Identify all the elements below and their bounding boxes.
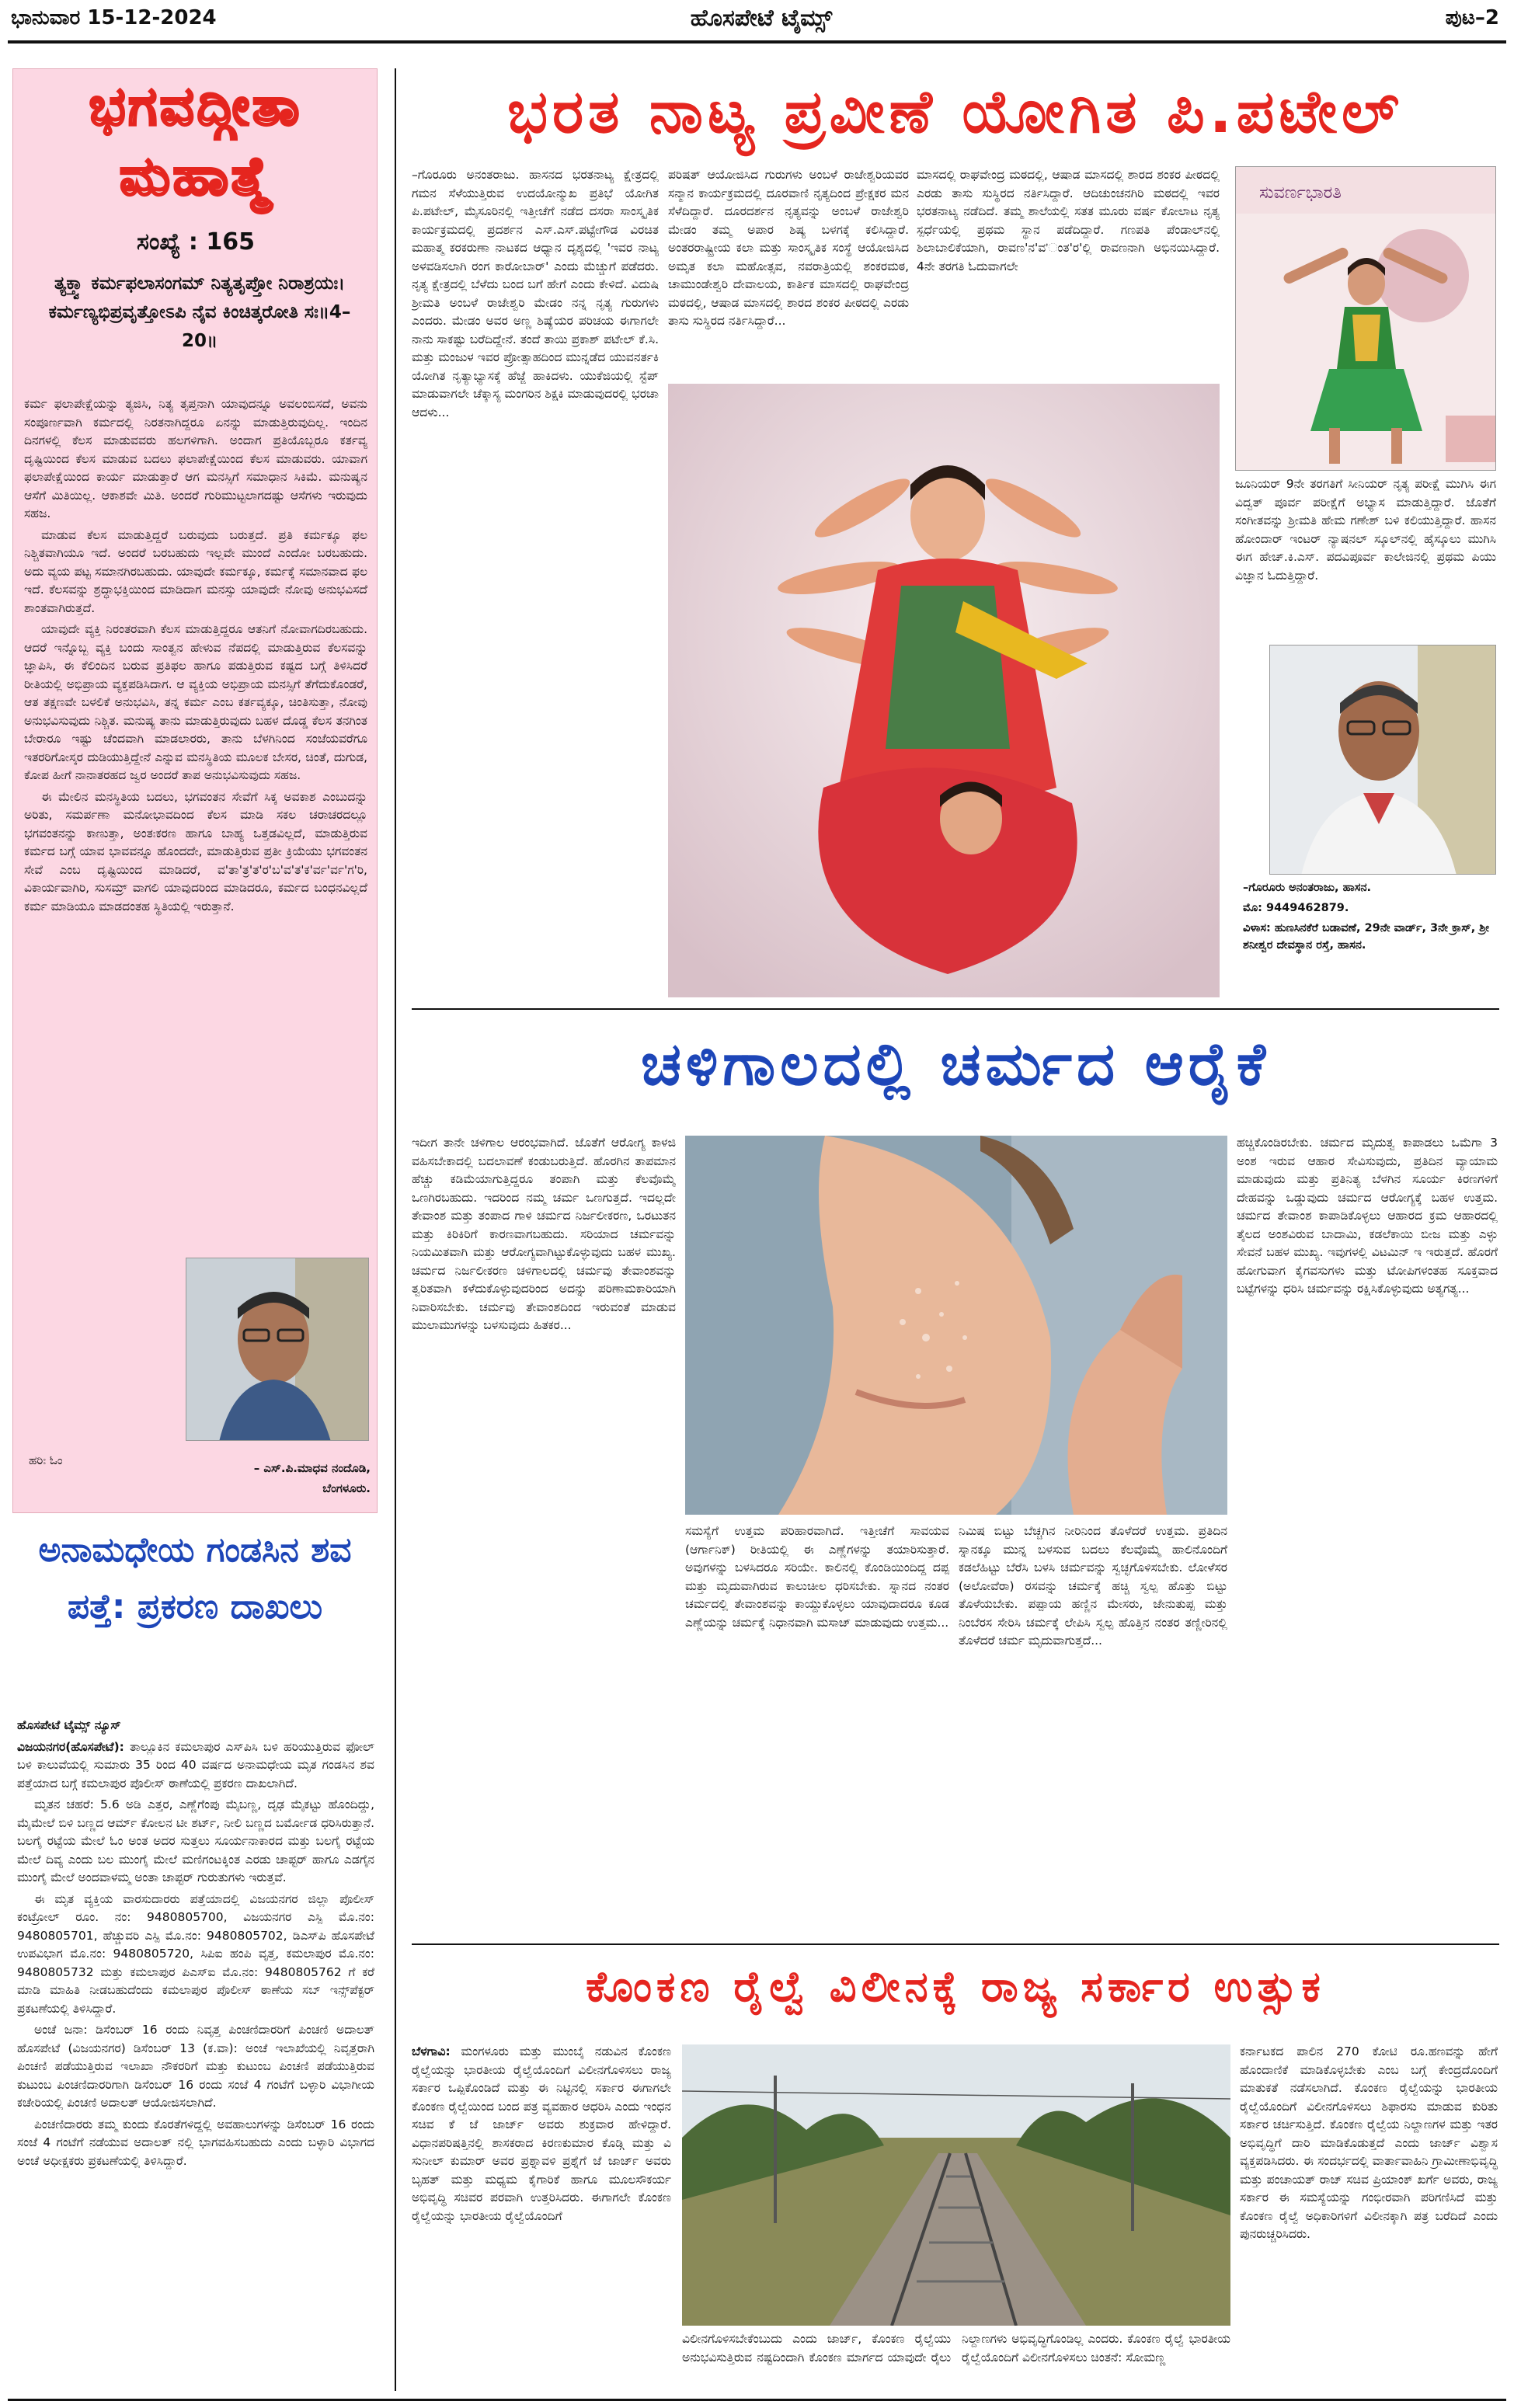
page-number: ಪುಟ–2 bbox=[1445, 6, 1499, 30]
crime-body bbox=[17, 1717, 374, 2392]
crime-dateline bbox=[17, 1717, 374, 1735]
gita-author: – ಎಸ್.ಪಿ.ಮಾಧವ ನಂದೊಡಿ, bbox=[253, 1461, 371, 1475]
author-photo bbox=[186, 1258, 369, 1441]
skin-headline: ಚಳಿಗಾಲದಲ್ಲಿ ಚರ್ಮದ ಆರೈಕೆ bbox=[640, 1029, 1271, 1098]
gita-box bbox=[12, 68, 378, 1513]
rail-photo bbox=[682, 2044, 1230, 2326]
rail-paragraph bbox=[412, 2043, 671, 2225]
gita-title-1: ಭಗವದ್ಗೀತಾ bbox=[89, 76, 303, 137]
author-portrait bbox=[1269, 645, 1496, 875]
rail-headline: ಕೊಂಕಣ ರೈಲ್ವೆ ವಿಲೀನಕ್ಕೆ ರಾಜ್ಯ ಸರ್ಕಾರ ಉತ್ಸುಕ bbox=[586, 1962, 1325, 2011]
section-rule bbox=[412, 1943, 1499, 1945]
section-rule bbox=[412, 1008, 1499, 1010]
gita-paragraph: ಈ ಮೇಲಿನ ಮನಸ್ಥಿತಿಯ ಬದಲು, ಭಗವಂತನ ಸೇವೆಗೆ ಸಿಕ್ಕ ಅವಕಾಶ ಎಂಬುದನ್ನು ಅರಿತು, ಸಮರ್ಪಣಾ ಮನೋಭಾವದಿಂದ ಕೆಲಸ ಮಾಡಿ ಸಕಲ ಚರಾಚರದಲ್ಲೂ ಭಗವಂತನನ್ನು ಕಾಣುತ್ತಾ, ಅಂತಃಕರಣ ಹಾಗೂ ಬಾಹ್ಯ ಒತ್ತಡವಿಲ್ಲದೆ, ಮಾಡುತ್ತಿರುವ ಕರ್ಮದ ಬಗ್ಗೆ ಯಾವ ಭಾವವನ್ನೂ ಹೊಂದದೇ, ಮಾಡುತ್ತಿರುವ ಪ್ರತೀ ಕ್ರಿಯೆಯು ಭಗವಂತನ ಸೇವೆ ಎಂಬ ದೃಷ್ಟಿಯಿಂದ ಮಾಡಿದರೆ, ವ'ತಾ'ತ್ರ'ತ'ರ'ಬ'ವ'ತ'ಕ'ರ್ವ'ರ್ವ'ಗ'ರಿ, ವಿಕಾರ್ಯವಾಗಿರಿ, ಸುಸಮ್ರ್ ವಾಗಲಿ ಯಾವುದರಿಂದ ಮಾಡಿದರೂ, ಕರ್ಮದ ಬಂಧನವಿಲ್ಲದೆ ಕರ್ಮ ಮಾಡಿಯೂ ಮಾಡದಂತಹ ಸ್ಥಿತಿಯಲ್ಲಿ ಇರುತ್ತಾನೆ. bbox=[24, 789, 367, 913]
gita-paragraph: ಯಾವುದೇ ವ್ಯಕ್ತಿ ನಿರಂತರವಾಗಿ ಕೆಲಸ ಮಾಡುತ್ತಿದ್ದರೂ ಆತನಿಗೆ ನೋವಾಗದಿರಬಹುದು. ಆದರೆ ಇನ್ನೊಬ್ಬ ವ್ಯಕ್ತಿ ಬಂದು ಸಾಂತ್ವನ ಹೇಳುವ ನೆಪದಲ್ಲಿ ಮಾಡುತ್ತಿರುವ ಕೆಲಸವನ್ನು ಜ್ಞಾಪಿಸಿ, ಈ ಕೆಲಿಂದಿನ ಬರುವ ಪ್ರತಿಫಲ ಹಾಗೂ ಪಡುತ್ತಿರುವ ಕಷ್ಟದ ಬಗ್ಗೆ ತಿಳಿಸಿದರೆ ರೀತಿಯಲ್ಲಿ ಅಭಿಪ್ರಾಯ ವ್ಯಕ್ತಪಡಿಸಿದಾಗ. ಆ ವ್ಯಕ್ತಿಯ ಅಭಿಪ್ರಾಯ ಮನಸ್ಸಿಗೆ ತೆಗೆದುಕೊಂಡರೆ, ಆತ ತಕ್ಷಣವೇ ಬಳಲಿಕೆ ಅನುಭವಿಸಿ, ತನ್ನ ಕರ್ಮ ಎಂಬ ಕರ್ತವ್ಯಕ್ಕೂ, ಚಿಂತಿಸುತ್ತಾ, ನೋವು ಅನುಭವಿಸುವುದು ನಿಶ್ಚಿತ. ಮನುಷ್ಯ ತಾನು ಮಾಡುತ್ತಿರುವುದು ಬಹಳ ದೊಡ್ಡ ಕೆಲಸ ತನಗಿಂತ ಬೇರಾರೂ ಇಷ್ಟು ಚೆಂದವಾಗಿ ಮಾಡಲಾರರು, ತಾನು ಬೆಳಗಿನಿಂದ ಸಂಜೆಯವರೆಗೂ ಇತರರಿಗೋಸ್ಕರ ದುಡಿಯುತ್ತಿದ್ದೇನೆ ಎನ್ನುವ ಮನಸ್ಥಿತಿಯ ಮೂಲಕ ಬೇಸರ, ಚಿಂತೆ, ದುಗುಡ, ಕೋಪ ಹೀಗೆ ನಾನಾತರಹದ ಜ್ವರ ಅಂದರೆ ತಾಪ ಅನುಭವಿಸುವುದು ಸಹಜ. bbox=[24, 622, 367, 782]
crime-paragraph: ಅಂಚೆ ಜನಾ: ಡಿಸೆಂಬರ್ 16 ರಂದು ನಿವೃತ್ತ ಪಿಂಚಣಿದಾರರಿಗೆ ಪಿಂಚಣಿ ಅದಾಲತ್ ಹೊಸಪೇಟೆ (ವಿಜಯನಗರ) ಡಿಸೆಂಬರ್ 13 (ಕ.ವಾ): ಅಂಚೆ ಇಲಾಖೆಯಲ್ಲಿ ನಿವೃತ್ತರಾಗಿ ಪಿಂಚಣಿ ಪಡೆಯುತ್ತಿರುವ ಇಲಾಖಾ ನೌಕರರಿಗೆ ಮತ್ತು ಕುಟುಂಬ ಪಿಂಚಣಿ ಪಡೆಯುತ್ತಿರುವ ಕುಟುಂಬ ಪಿಂಚಣಿದಾರರಿಗಾಗಿ ಡಿಸೆಂಬರ್ 16 ರಂದು ಸಂಜೆ 4 ಗಂಟೆಗೆ ಬಳ್ಳಾರಿ ವಿಭಾಗೀಯ ಕಚೇರಿಯಲ್ಲಿ ಪಿಂಚಣಿ ಅದಾಲತ್ ಆಯೋಜಿಸಲಾಗಿದೆ. bbox=[17, 2023, 374, 2110]
rail-text: ಮಂಗಳೂರು ಮತ್ತು ಮುಂಬೈ ನಡುವಿನ ಕೊಂಕಣ ರೈಲ್ವೆಯನ್ನು ಭಾರತೀಯ ರೈಲ್ವೆಯೊಂದಿಗೆ ವಿಲೀನಗೊಳಿಸಲು ರಾಜ್ಯ ಸರ್ಕಾರ ಒಪ್ಪಿಕೊಂಡಿದೆ ಮತ್ತು ಈ ನಿಟ್ಟಿನಲ್ಲಿ ಸರ್ಕಾರ ಈಗಾಗಲೇ ಕೊಂಕಣ ರೈಲ್ವೆಯಿಂದ ಬಂದ ಪತ್ರ ವ್ಯವಹಾರ ಆಧರಿಸಿ ಎಂದು ಇಂಧನ ಸಚಿವ ಕೆ ಜೆ ಜಾರ್ಜ್ ಅವರು ಶುಕ್ರವಾರ ಹೇಳಿದ್ದಾರೆ. ವಿಧಾನಪರಿಷತ್ತಿನಲ್ಲಿ ಶಾಸಕರಾದ ಕಿರಣಕುಮಾರ ಕೊಡ್ಗಿ ಮತ್ತು ವಿ ಸುನೀಲ್ ಕುಮಾರ್ ಅವರ ಪ್ರಶ್ನಾವಳಿ ಪ್ರಶ್ನೆಗೆ ಜೆ ಜಾರ್ಜ್ ಅವರು ಬೃಹತ್ ಮತ್ತು ಮಧ್ಯಮ ಕೈಗಾರಿಕೆ ಹಾಗೂ ಮೂಲಸೌಕರ್ಯ ಅಭಿವೃದ್ಧಿ ಸಚಿವರ ಪರವಾಗಿ ಉತ್ತರಿಸಿದರು. ಈಗಾಗಲೇ ಕೊಂಕಣ ರೈಲ್ವೆಯನ್ನು ಭಾರತೀಯ ರೈಲ್ವೆಯೊಂದಿಗೆ bbox=[412, 2044, 671, 2223]
issue-date: ಭಾನುವಾರ 15-12-2024 bbox=[11, 6, 217, 30]
crime-title-text: ಅನಾಮಧೇಯ ಗಂಡಸಿನ ಶವ ಪತ್ತೆ: ಪ್ರಕರಣ ದಾಖಲು bbox=[38, 1530, 352, 1627]
gita-author-place: ಬೆಂಗಳೂರು. bbox=[322, 1481, 371, 1495]
dance-author-phone: ಮೊ: 9449462879. bbox=[1243, 902, 1349, 914]
dance-headline: ಭರತ ನಾಟ್ಯ ಪ್ರವೀಣೆ ಯೋಗಿತ ಪಿ.ಪಟೇಲ್ bbox=[507, 77, 1404, 146]
crime-place: ವಿಜಯನಗರ(ಹೊಸಪೇಟೆ): bbox=[17, 1739, 124, 1754]
dance-photo-banner: ಸುವರ್ಣಭಾರತಿ bbox=[1259, 183, 1342, 203]
gita-verse-number: ಸಂಖ್ಯೆ : 165 bbox=[137, 228, 255, 256]
masthead: ಹೊಸಪೇಟೆ ಟೈಮ್ಸ್ bbox=[690, 5, 833, 32]
crime-title bbox=[12, 1519, 378, 1713]
crime-source: ಹೊಸಪೇಟೆ ಟೈಮ್ಸ್ ನ್ಯೂಸ್ bbox=[17, 1718, 121, 1732]
gita-paragraph: ಮಾಡುವ ಕೆಲಸ ಮಾಡುತ್ತಿದ್ದರೆ ಬರುವುದು ಬರುತ್ತದೆ. ಪ್ರತಿ ಕರ್ಮಕ್ಕೂ ಫಲ ನಿಶ್ಚಿತವಾಗಿಯೂ ಇದೆ. ಅಂದರೆ ಬರಬಹುದು ಇಲ್ಲವೇ ಮುಂದೆ ಎಂದೋ ಬರಬಹುದು. ಅದು ವ್ಯಯ ಪಟ್ಟ ಸಮಾನಗಿರಬಹುದು. ಯಾವುದೇ ಕರ್ಮಕ್ಕೂ, ಕರ್ಮಕ್ಕೆ ಸಮಾನವಾದ ಫಲ ಇದೆ. ಕೆಲಸವನ್ನು ಶ್ರದ್ಧಾಭಕ್ತಿಯಿಂದ ಮಾಡಿದಾಗ ಮನಸ್ಸು ಯಾವುದೇ ನೋವು ಅನುಭವಿಸದೆ ಶಾಂತವಾಗಿರುತ್ತದೆ. bbox=[24, 527, 367, 615]
rail-place: ಬೆಳಗಾವಿ: bbox=[412, 2044, 451, 2058]
skin-photo bbox=[685, 1136, 1227, 1515]
dance-column-3: ಮಾಸದಲ್ಲಿ ರಾಘವೇಂದ್ರ ಮಠದಲ್ಲಿ, ಆಷಾಡ ಮಾಸದಲ್ಲಿ ಶಾರದ ಶಂಕರ ಪೀಠದಲ್ಲಿ ಎರಡು ತಾಸು ಸುಸ್ಥಿರದ ನರ್ತಿಸಿದ್ದಾರೆ. ಆದಿಚುಂಚನಗಿರಿ ಮಠದಲ್ಲಿ ಇವರ ಭರತನಾಟ್ಯ ನಡೆದಿದೆ. ತಮ್ಮ ಶಾಲೆಯಲ್ಲಿ ಸತತ ಮೂರು ವರ್ಷ ಕೋಲಾಟ ನೃತ್ಯ ಸ್ಪರ್ಧೆಯಲ್ಲಿ ಪ್ರಥಮ ಸ್ಥಾನ ಪಡೆದಿದ್ದಾರೆ. ಗಣಪತಿ ಪೆಂಡಾಲ್‌ನಲ್ಲಿ ಶಿಲಾಬಾಲಿಕೆಯಾಗಿ, ರಾವಣ'ನ'ವ'ಂತ'ರ'ಲ್ಲಿ ರಾವಣನಾಗಿ ಅಭಿನಯಿಸಿದ್ದಾರೆ. 4ನೇ ತರಗತಿ ಓದುವಾಗಲೇ bbox=[917, 168, 1220, 273]
gita-body bbox=[24, 395, 367, 1328]
skin-column-4: ಹಚ್ಚಿಕೊಂಡಿರಬೇಕು. ಚರ್ಮದ ಮೃದುತ್ವ ಕಾಪಾಡಲು ಒಮೆಗಾ 3 ಅಂಶ ಇರುವ ಆಹಾರ ಸೇವಿಸುವುದು, ಪ್ರತಿದಿನ ವ್ಯಾಯಾಮ ಮಾಡುವುದು ಮತ್ತು ಪ್ರತಿನಿತ್ಯ ಬೆಳಗಿನ ಸೂರ್ಯ ಕಿರಣಗಳಿಗೆ ದೇಹವನ್ನು ಒಡ್ಡುವುದು ಚರ್ಮದ ಆರೋಗ್ಯಕ್ಕೆ ಬಹಳ ಉತ್ತಮ. ಚರ್ಮದ ತೇವಾಂಶ ಕಾಪಾಡಿಕೊಳ್ಳಲು ಆಹಾರದ ಕ್ರಮ ಆಹಾರದಲ್ಲಿ ತೈಲದ ಅಂಶವಿರುವ ಬಾದಾಮಿ, ಕಡಲೆಕಾಯಿ ಬೀಜ ಮತ್ತು ಎಳ್ಳು ಸೇವನೆ ಬಹಳ ಮುಖ್ಯ. ಇವುಗಳಲ್ಲಿ ವಿಟಮಿನ್ ಇ ಇರುತ್ತದೆ. ಹೊರಗೆ ಹೋಗುವಾಗ ಕೈಗವಸುಗಳು ಮತ್ತು ಟೋಪಿಗಳಂತಹ ಸೂಕ್ತವಾದ ಬಟ್ಟೆಗಳನ್ನು ಧರಿಸಿ ಚರ್ಮವನ್ನು ರಕ್ಷಿಸಿಕೊಳ್ಳುವುದು ಅತ್ಯಗತ್ಯ... bbox=[1237, 1136, 1498, 1296]
crime-paragraph bbox=[17, 1738, 374, 1794]
dancer-portrait bbox=[1235, 166, 1496, 471]
rail-column-2: ವಿಲೀನಗೊಳಿಸಬೇಕೆಂಬುದು ಎಂದು ಜಾರ್ಜ್, ಕೊಂಕಣ ರೈಲ್ವೆಯು ಅನುಭವಿಸುತ್ತಿರುವ ನಷ್ಟದಿಂದಾಗಿ ಕೊಂಕಣ ಮಾರ್ಗದ ಯಾವುದೇ ರೈಲು ನಿಲ್ದಾಣಗಳು ಅಭಿವೃದ್ಧಿಗೊಂಡಿಲ್ಲ ಎಂದರು. ಕೊಂಕಣ ರೈಲ್ವೆ ಭಾರತೀಯ ರೈಲ್ವೆಯೊಂದಿಗೆ ವಿಲೀನಗೊಳಿಸಲು ಚಿಂತನೆ: ಸೋಮಣ್ಣ bbox=[682, 2332, 1230, 2365]
crime-text: ತಾಲ್ಲೂಕಿನ ಕಮಲಾಪುರ ಎಸ್‌ಪಿಸಿ ಬಳಿ ಹರಿಯುತ್ತಿರುವ ಫೋಲ್ ಬಳಿ ಕಾಲುವೆಯಲ್ಲಿ ಸುಮಾರು 35 ರಿಂದ 40 ವರ್ಷದ ಅನಾಮಧೇಯ ಮೃತ ಗಂಡಸಿನ ಶವ ಪತ್ತೆಯಾದ ಬಗ್ಗೆ ಕಮಲಾಪುರ ಪೊಲೀಸ್ ಠಾಣೆಯಲ್ಲಿ ಪ್ರಕರಣ ದಾಖಲಾಗಿದೆ. bbox=[17, 1739, 374, 1790]
rail-column-1 bbox=[412, 2043, 671, 2396]
dance-column-1: –ಗೊರೂರು ಅನಂತರಾಜು. ಹಾಸನದ ಭರತನಾಟ್ಯ ಕ್ಷೇತ್ರದಲ್ಲಿ ಗಮನ ಸೆಳೆಯುತ್ತಿರುವ ಉದಯೋನ್ಮುಖ ಪ್ರತಿಭೆ ಯೋಗಿತ ಪಿ.ಪಟೇಲ್, ಮೈಸೂರಿನಲ್ಲಿ ಇತ್ತೀಚೆಗೆ ನಡೆದ ದಸರಾ ಸಾಂಸ್ಕೃತಿಕ ಕಾರ್ಯಕ್ರಮದಲ್ಲಿ ಪ್ರದರ್ಶನ ಎಸ್.ಎಸ್.ಪಟ್ಟೇಗೌಡ ವಿರಚಿತ ಮಹಾತ್ಮ ಕರಕರುಣಾ ನಾಟಕದ ಆಧ್ಯಾನ ದೃಶ್ಯದಲ್ಲಿ 'ಇವರ ನಾಟ್ಯ ಅಳವಡಿಸಲಾಗಿ ರಂಗ ಕಾರೋಬಾರ್' ಎಂದು ಮೆಚ್ಚುಗೆ ಪಡೆದರು. ನೃತ್ಯ ಕ್ಷೇತ್ರದಲ್ಲಿ ಬೆಳೆದು ಬಂದ ಬಗೆ ಹೇಗೆ ಎಂದು ಕೇಳಿದೆ. ವಿದುಷಿ ಶ್ರೀಮತಿ ಅಂಬಳೆ ರಾಜೇಶ್ವರಿ ಮೇಡಂ ನನ್ನ ನೃತ್ಯ ಗುರುಗಳು ಎಂದರು. ಮೇಡಂ ಅವರ ಅಣ್ಣ ಶಿಷ್ಯೆಯರ ಪರಿಚಯ ಈಗಾಗಲೇ ನಾನು ಸಾಕಷ್ಟು ಬರೆದಿದ್ದೇನೆ. ತಂದೆ ತಾಯಿ ಪ್ರಕಾಶ್ ಪಟೇಲ್ ಕೆ.ಸಿ. ಮತ್ತು ಮಂಜುಳ ಇವರ ಪ್ರೋತ್ಸಾಹದಿಂದ ಮುನ್ನಡೆದ ಯುವನರ್ತಕಿ ಯೋಗಿತ ನೃತ್ಯಾಭ್ಯಾಸಕ್ಕೆ ಹೆಜ್ಜೆ ಹಾಕಿದಳು. ಯುಕೆಜಿಯಲ್ಲಿ ಸ್ಟೆಪ್ ಮಾಡುವಾಗಲೇ ಚೆಕ್ಕಾಸ್ಯ ಮಂಗರಿನ ಶಿಕ್ಷಕಿ ಮಾಡುವುದರಲ್ಲಿ ಭರಚಾ ಆದಳು... bbox=[412, 168, 659, 419]
dance-column-2: ಪರಿಷತ್ ಆಯೋಜಿಸಿದ ಗುರುಗಳು ಅಂಬಳೆ ರಾಜೇಶ್ವರಿಯವರ ಸನ್ಮಾನ ಕಾರ್ಯಕ್ರಮದಲ್ಲಿ ದೂರವಾಣಿ ನೃತ್ಯದಿಂದ ಪ್ರೇಕ್ಷಕರ ಮನ ಸೆಳೆದಿದ್ದಾರೆ. ದೂರದರ್ಶನ ನೃತ್ಯವನ್ನು ಅಂಬಳೆ ರಾಜೇಶ್ವರಿ ಮೇಡಂ ತಮ್ಮ ಅಪಾರ ಶಿಷ್ಯ ಬಳಗಕ್ಕೆ ಕಲಿಸಿದ್ದಾರೆ. ಅಂತರರಾಷ್ಟ್ರೀಯ ಕಲಾ ಮತ್ತು ಸಾಂಸ್ಕೃತಿಕ ಸಂಸ್ಥೆ ಆಯೋಜಿಸಿದ ಅಮೃತ ಕಲಾ ಮಹೋತ್ಸವ, ನವರಾತ್ರಿಯಲ್ಲಿ ಶಂಕರಮಠ, ಚಾಮುಂಡೇಶ್ವರಿ ದೇವಾಲಯ, ಕಾರ್ತಿಕ ಮಾಸದಲ್ಲಿ ರಾಘವೇಂದ್ರ ಮಠದಲ್ಲಿ, ಆಷಾಡ ಮಾಸದಲ್ಲಿ ಶಾರದ ಶಂಕರ ಪೀಠದಲ್ಲಿ ಎರಡು ತಾಸು ಸುಸ್ಥಿರದ ನರ್ತಿಸಿದ್ದಾರೆ... bbox=[668, 168, 909, 328]
header-rule bbox=[8, 40, 1506, 43]
skin-column-3: ನಿಮಿಷ ಬಿಟ್ಟು ಬೆಚ್ಚಗಿನ ನೀರಿನಿಂದ ತೊಳೆದರೆ ಉತ್ತಮ. ಪ್ರತಿದಿನ ಸ್ನಾನಕ್ಕೂ ಮುನ್ನ ಬಳಸುವ ಬದಲು ಕೆಲವೊಮ್ಮೆ ಹಾಲಿನೊಂದಿಗೆ ಕಡಲೆಹಿಟ್ಟು ಬೆರೆಸಿ ಬಳಸಿ ಚರ್ಮವನ್ನು ಸ್ವಚ್ಛಗೊಳಿಸಬೇಕು. ಲೋಳೆಸರ (ಅಲೋವೆರಾ) ರಸವನ್ನು ಚರ್ಮಕ್ಕೆ ಹಚ್ಚಿ ಸ್ವಲ್ಪ ಹೊತ್ತು ಬಿಟ್ಟು ತೊಳೆಯಬೇಕು. ಪಪ್ಪಾಯ ಹಣ್ಣಿನ ಮೇಸರು, ಜೇನುತುಪ್ಪ ಮತ್ತು ನಿಂಬೆರಸ ಸೇರಿಸಿ ಚರ್ಮಕ್ಕೆ ಲೇಪಿಸಿ ಸ್ವಲ್ಪ ಹೊತ್ತಿನ ನಂತರ ತಣ್ಣೀರಿನಲ್ಲಿ ತೊಳೆದರೆ ಚರ್ಮ ಮೃದುವಾಗುತ್ತದೆ... bbox=[959, 1524, 1227, 1648]
dance-side-caption: ಜೂನಿಯರ್ 9ನೇ ತರಗತಿಗೆ ಸೀನಿಯರ್ ನೃತ್ಯ ಪರೀಕ್ಷೆ ಮುಗಿಸಿ ಈಗ ವಿದ್ವತ್ ಪೂರ್ವ ಪರೀಕ್ಷೆಗೆ ಅಭ್ಯಾಸ ಮಾಡುತ್ತಿದ್ದಾರೆ. ಜೊತೆಗೆ ಸಂಗೀತವನ್ನು ಶ್ರೀಮತಿ ಹೇಮ ಗಣೇಶ್ ಬಳಿ ಕಲಿಯುತ್ತಿದ್ದಾರೆ. ಹಾಸನ ಹೋಂದಾರ್ ಇಂಟರ್ ನ್ಯಾಷನಲ್ ಸ್ಕೂಲ್‌ನಲ್ಲಿ ಹೈಸ್ಕೂಲು ಮುಗಿಸಿ ಈಗ ಹೇಚ್.ಕಿ.ಎಸ್. ಪದವಿಪೂರ್ವ ಕಾಲೇಜಿನಲ್ಲಿ ಪ್ರಥಮ ಪಿಯು ವಿಜ್ಞಾನ ಓದುತ್ತಿದ್ದಾರೆ. bbox=[1235, 477, 1496, 583]
column-rule bbox=[395, 68, 396, 2391]
crime-paragraph: ಮೃತನ ಚಹರೆ: 5.6 ಅಡಿ ಎತ್ತರ, ಎಣ್ಣೆಗೆಂಪು ಮೈಬಣ್ಣ, ದೃಢ ಮೈಕಟ್ಟು ಹೊಂದಿದ್ದು, ಮೈಮೇಲೆ ಬಿಳಿ ಬಣ್ಣದ ಆರ್ಮ್ ಕೋಲನ ಟೀ ಶರ್ಟ್, ನೀಲಿ ಬಣ್ಣದ ಬರ್ಮೋಡ ಧರಿಸಿರುತ್ತಾನೆ. ಬಲಗೈ ರಟ್ಟೆಯ ಮೇಲೆ ಓಂ ಅಂತ ಅದರ ಸುತ್ತಲು ಸೂರ್ಯನಾಕಾರದ ಮತ್ತು ಬಲಗೈ ರಟ್ಟೆಯ ಮೇಲೆ ದಿವ್ಯ ಎಂದು ಬಲ ಮುಂಗೈ ಮೇಲೆ ಮಣಿಗಂಟಕ್ಕಿಂತ ಎರಡು ಚಾಪ್ಟರ್ ಹಾಗೂ ಎಡಗೈನ ಮುಂಗೈ ಮೇಲೆ ಅಂದವಾಳಮ್ಮ ಅಂತಾ ಚಾಪ್ಟರ್ ಗುರುತುಗಳು ಇರುತ್ತವೆ. bbox=[17, 1797, 374, 1884]
gita-closing: ಹರಿಃ ಓಂ bbox=[29, 1453, 63, 1467]
dance-author-address: ವಿಳಾಸ: ಹುಣಸಿನಕೆರೆ ಬಡಾವಣೆ, 29ನೇ ವಾರ್ಡ್, 3ನೇ ಕ್ರಾಸ್, ಶ್ರೀ ಶನೀಶ್ವರ ದೇವಸ್ಥಾನ ರಸ್ತೆ, ಹಾಸನ. bbox=[1243, 922, 1490, 952]
skin-column-1: ಇದೀಗ ತಾನೇ ಚಳಿಗಾಲ ಆರಂಭವಾಗಿದೆ. ಜೊತೆಗೆ ಆರೋಗ್ಯ ಕಾಳಜಿ ವಹಿಸಬೇಕಾದಲ್ಲಿ ಬದಲಾವಣೆ ಕಂಡುಬರುತ್ತಿದೆ. ಹೊರಗಿನ ತಾಪಮಾನ ಹೆಚ್ಚು ಕಡಿಮೆಯಾಗುತ್ತಿದ್ದರೂ ತಂಪಾಗಿ ಮತ್ತು ಕೆಲವೊಮ್ಮೆ ಒಣಗಿರಬಹುದು. ಇದರಿಂದ ನಮ್ಮ ಚರ್ಮ ಒಣಗುತ್ತದೆ. ಇದಲ್ಲದೇ ತೇವಾಂಶ ಮತ್ತು ತಂಪಾದ ಗಾಳಿ ಚರ್ಮದ ನಿರ್ಜಲೀಕರಣ, ಒರಟುತನ ಮತ್ತು ಕಿರಿಕಿರಿಗೆ ಕಾರಣವಾಗಬಹುದು. ಸರಿಯಾದ ಚರ್ಮವನ್ನು ನಿಯಮಿತವಾಗಿ ಮತ್ತು ಆರೋಗ್ಯವಾಗಿಟ್ಟುಕೊಳ್ಳುವುದು ಬಹಳ ಮುಖ್ಯ. ಚರ್ಮದ ನಿರ್ಜಲೀಕರಣ ಚಳಿಗಾಲದಲ್ಲಿ ಚರ್ಮವು ತೇವಾಂಶವನ್ನು ತ್ವರಿತವಾಗಿ ಕಳೆದುಕೊಳ್ಳುವುದರಿಂದ ಅದನ್ನು ಪರಿಣಾಮಕಾರಿಯಾಗಿ ನಿವಾರಿಸಬೇಕು. ಚರ್ಮವು ತೇವಾಂಶದಿಂದ ಇರುವಂತೆ ಮಾಡುವ ಮುಲಾಮುಗಳನ್ನು ಬಳಸುವುದು ಹಿತಕರ... bbox=[412, 1136, 676, 1332]
skin-column-2: ಸಮಸ್ಯೆಗೆ ಉತ್ತಮ ಪರಿಹಾರವಾಗಿದೆ. ಇತ್ತೀಚೆಗೆ ಸಾವಯವ (ಆರ್ಗಾನಿಕ್) ರೀತಿಯಲ್ಲಿ ಈ ಎಣ್ಣೆಗಳನ್ನು ತಯಾರಿಸುತ್ತಾರೆ. ಅವುಗಳನ್ನು ಬಳಸಿದರೂ ಸರಿಯೇ. ಕಾಲಿನಲ್ಲಿ ಕೊಂಡಿಯಿಂದಿದ್ದ ದಪ್ಪ ಮತ್ತು ಮೃದುವಾಗಿರುವ ಕಾಲುಚೀಲ ಧರಿಸಬೇಕು. ಸ್ನಾನದ ನಂತರ ಚರ್ಮದಲ್ಲಿ ತೇವಾಂಶವನ್ನು ಕಾಯ್ದುಕೊಳ್ಳಲು ಯಾವುದಾದರೂ ಕೂಡ ಎಣ್ಣೆಯನ್ನು ಚರ್ಮಕ್ಕೆ ನಿಧಾನವಾಗಿ ಮಸಾಜ್ ಮಾಡುವುದು ಉತ್ತಮ... bbox=[685, 1524, 949, 1630]
gita-verse: ತ್ಯಕ್ತ್ವಾ ಕರ್ಮಫಲಾಸಂಗಮ್ ನಿತ್ಯತೃಪ್ತೋ ನಿರಾಶ್ರಯಃ। ಕರ್ಮಣ್ಯಭಿಪ್ರವೃತ್ತೋಽಪಿ ನೈವ ಕಿಂಚಿತ್ಕರೋತಿ ಸಃ॥4–20॥ bbox=[48, 273, 351, 351]
rail-column-3: ಕರ್ನಾಟಕದ ಪಾಲಿನ 270 ಕೋಟಿ ರೂ.ಹಣವನ್ನು ಹೇಗೆ ಹೊಂದಾಣಿಕೆ ಮಾಡಿಕೊಳ್ಳಬೇಕು ಎಂಬ ಬಗ್ಗೆ ಕೇಂದ್ರದೊಂದಿಗೆ ಮಾತುಕತೆ ನಡೆಸಲಾಗಿದೆ. ಕೊಂಕಣ ರೈಲ್ವೆಯನ್ನು ಭಾರತೀಯ ರೈಲ್ವೆಯೊಂದಿಗೆ ವಿಲೀನಗೊಳಿಸಲು ಶಿಫಾರಸು ಮಾಡುವ ಕುರಿತು ಸರ್ಕಾರ ಚರ್ಚಿಸುತ್ತಿದೆ. ಕೊಂಕಣ ರೈಲ್ವೆಯ ನಿಲ್ದಾಣಗಳ ಮತ್ತು ಇತರ ಅಭಿವೃದ್ಧಿಗೆ ದಾರಿ ಮಾಡಿಕೊಡುತ್ತದೆ ಎಂದು ಜಾರ್ಜ್ ವಿಶ್ವಾಸ ವ್ಯಕ್ತಪಡಿಸಿದರು. ಈ ಸಂದರ್ಭದಲ್ಲಿ ವಾರ್ತಾವಾಹಿನಿ ಗ್ರಾಮೀಣಾಭಿವೃದ್ಧಿ ಮತ್ತು ಪಂಚಾಯತ್ ರಾಜ್ ಸಚಿವ ಪ್ರಿಯಾಂಕ್ ಖರ್ಗೆ ಅವರು, ರಾಜ್ಯ ಸರ್ಕಾರ ಈ ಸಮಸ್ಯೆಯನ್ನು ಗಂಭೀರವಾಗಿ ಪರಿಗಣಿಸಿದೆ ಮತ್ತು ಕೊಂಕಣ ರೈಲ್ವೆ ಅಧಿಕಾರಿಗಳಿಗೆ ವಿಲೀನಕ್ಕಾಗಿ ಪತ್ರ ಬರೆದಿದೆ ಎಂದು ಪುನರುಚ್ಚರಿಸಿದರು. bbox=[1240, 2044, 1498, 2241]
dance-photo bbox=[668, 384, 1220, 997]
gita-title-2: ಮಹಾತ್ಮೆ bbox=[120, 146, 272, 207]
dance-author-name: –ಗೊರೂರು ಅನಂತರಾಜು, ಹಾಸನ. bbox=[1243, 882, 1372, 894]
crime-paragraph: ಈ ಮೃತ ವ್ಯಕ್ತಿಯ ವಾರಸುದಾರರು ಪತ್ತೆಯಾದಲ್ಲಿ ವಿಜಯನಗರ ಜಿಲ್ಲಾ ಪೊಲೀಸ್ ಕಂಟ್ರೋಲ್ ರೂಂ. ನಂ: 9480805700, ವಿಜಯನಗರ ಎಸ್ಪಿ ಮೊ.ನಂ: 9480805701, ಹೆಚ್ಚುವರಿ ಎಸ್ಪಿ ಮೊ.ನಂ: 9480805702, ಡಿಎಸ್‌ಪಿ ಹೊಸಪೇಟೆ ಉಪವಿಭಾಗ ಮೊ.ನಂ: 9480805720, ಸಿಪಿಐ ಹಂಪಿ ವೃತ್ತ, ಕಮಲಾಪುರ ಮೊ.ನಂ: 9480805732 ಮತ್ತು ಕಮಲಾಪುರ ಪಿಎಸ್ಐ ಮೊ.ನಂ: 9480805762 ಗೆ ಕರೆ ಮಾಡಿ ಮಾಹಿತಿ ನೀಡಬಹುದೆಂದು ಕಮಲಾಪುರ ಪೊಲೀಸ್ ಠಾಣೆಯ ಸಬ್ ಇನ್ಸ್‌ಪೆಕ್ಟರ್ ಪ್ರಕಟಣೆಯಲ್ಲಿ ತಿಳಿಸಿದ್ದಾರೆ. bbox=[17, 1891, 374, 2016]
gita-paragraph: ಕರ್ಮ ಫಲಾಪೇಕ್ಷೆಯನ್ನು ತ್ಯಜಿಸಿ, ನಿತ್ಯ ತೃಪ್ತನಾಗಿ ಯಾವುದನ್ನೂ ಅವಲಂಬಿಸದೆ, ಅವನು ಸಂಪೂರ್ಣವಾಗಿ ಕರ್ಮದಲ್ಲಿ ನಿರತನಾಗಿದ್ದರೂ ಏನನ್ನು ಮಾಡುತ್ತಿರುವುದಿಲ್ಲ. ಇಂದಿನ ದಿನಗಳಲ್ಲಿ ಕೆಲಸ ಮಾಡುವವರು ಹಲಗಳಿಗಾಗಿ. ಅಂದಾಗ ಪ್ರತಿಯೊಬ್ಬರೂ ಕರ್ತವ್ಯ ದೃಷ್ಟಿಯಿಂದ ಕೆಲಸ ಮಾಡುವ ಬದಲು ಫಲಾಪೇಕ್ಷೆಯಿಂದ ಕೆಲಸ ಮಾಡುವರು. ಯಾವಾಗ ಫಲಾಪೇಕ್ಷೆಯಿಂದ ಕಾರ್ಯ ಮಾಡುತ್ತಾರೆ ಆಗ ಮನಸ್ಸಿಗೆ ಸಮಾಧಾನ ಸಿಕಿಮೆ. ಮನುಷ್ಯನ ಆಸೆಗೆ ಮಿತಿಯಿಲ್ಲ. ಆಕಾಶವೇ ಮಿತಿ. ಅಂದರೆ ಗುರಿಮುಟ್ಟಲಾಗದಷ್ಟು ಆಸೆಗಳು ಇರುವುದು ಸಹಜ. bbox=[24, 397, 367, 520]
crime-paragraph: ಪಿಂಚಣಿದಾರರು ತಮ್ಮ ಕುಂದು ಕೊರತೆಗಳಿದ್ದಲ್ಲಿ ಅವಹಾಲುಗಳನ್ನು ಡಿಸೆಂಬರ್ 16 ರಂದು ಸಂಜೆ 4 ಗಂಟೆಗೆ ನಡೆಯುವ ಅದಾಲತ್ ನಲ್ಲಿ ಭಾಗವಹಿಸಬಹುದು ಎಂದು ಬಳ್ಳಾರಿ ವಿಭಾಗದ ಅಂಚೆ ಅಧೀಕ್ಷಕರು ಪ್ರಕಟಣೆಯಲ್ಲಿ ತಿಳಿಸಿದ್ದಾರೆ. bbox=[17, 2117, 374, 2168]
footer-rule bbox=[8, 2399, 1506, 2401]
